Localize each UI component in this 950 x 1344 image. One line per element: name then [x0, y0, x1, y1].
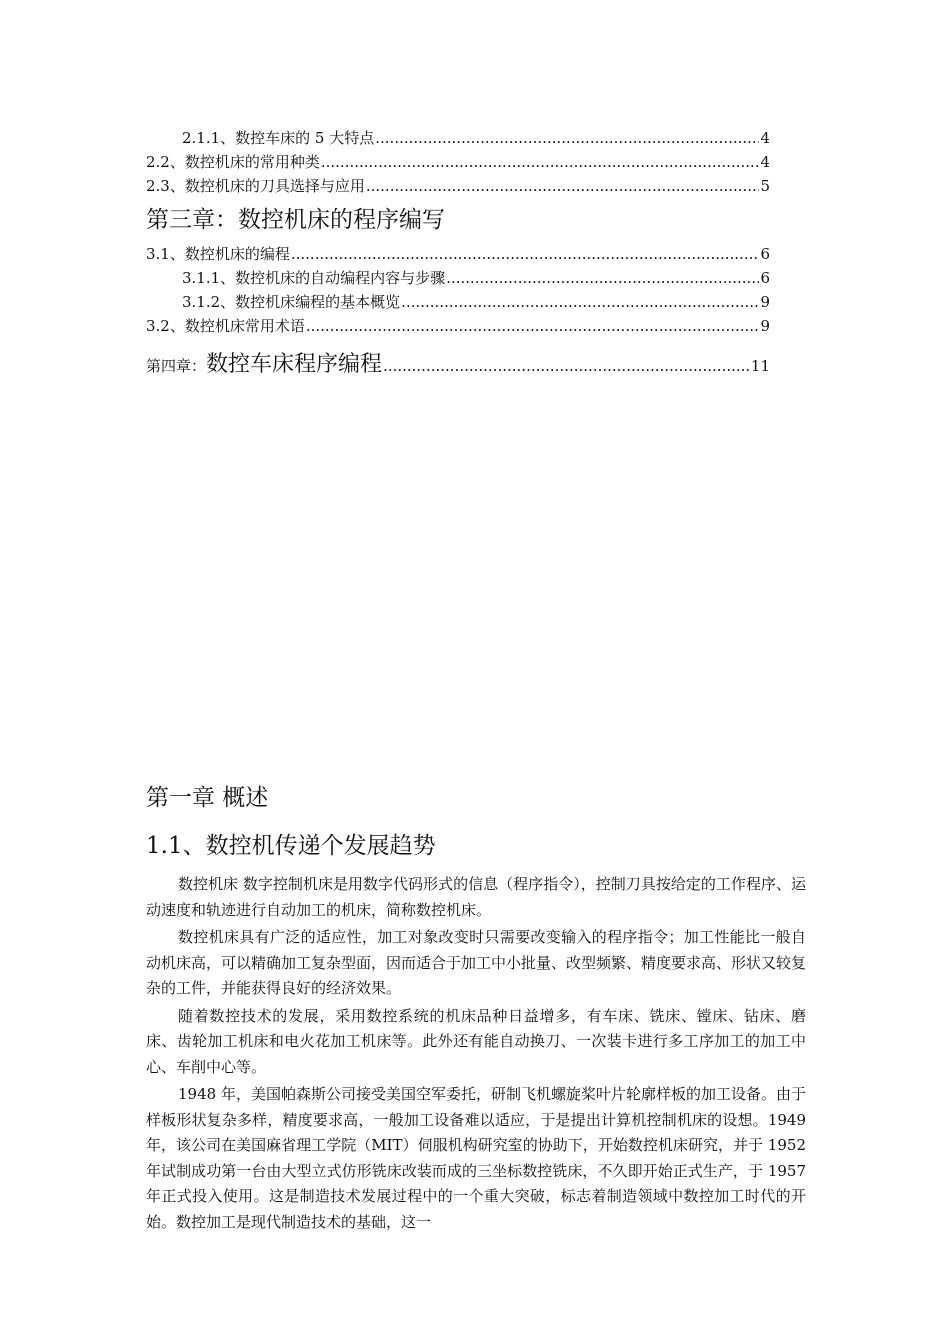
toc-entry-2-1-1[interactable] — [146, 126, 770, 150]
toc-entry-title: 数控车床程序编程 — [206, 352, 383, 377]
toc-entry-title: 2.2、数控机床的常用种类 — [146, 153, 320, 171]
table-of-contents — [146, 126, 770, 382]
toc-entry-title: 3.2、数控机床常用术语 — [146, 317, 305, 335]
toc-entry-page: 4 — [760, 153, 770, 171]
toc-entry-2-3[interactable] — [146, 174, 770, 198]
toc-entry-3-1-2[interactable] — [146, 290, 770, 314]
toc-dot-leader — [383, 349, 750, 383]
toc-entry-page: 6 — [760, 269, 770, 287]
toc-entry-page: 9 — [760, 293, 770, 311]
toc-entry-prefix: 第四章： — [146, 357, 207, 375]
toc-dot-leader — [306, 314, 760, 338]
toc-entry-2-2[interactable] — [146, 150, 770, 174]
toc-entry-title: 2.3、数控机床的刀具选择与应用 — [146, 177, 365, 195]
toc-entry-chapter-4[interactable] — [146, 348, 770, 382]
toc-dot-leader — [401, 290, 759, 314]
chapter-title: 第一章 概述 — [146, 785, 269, 811]
toc-entry-page: 4 — [760, 129, 770, 147]
toc-dot-leader — [375, 126, 759, 150]
toc-dot-leader — [366, 174, 760, 198]
toc-entry-title: 2.1.1、数控车床的 5 大特点 — [182, 129, 375, 147]
toc-entry-3-1-1[interactable] — [146, 266, 770, 290]
toc-dot-leader — [446, 266, 759, 290]
toc-entry-page: 11 — [750, 357, 770, 375]
toc-dot-leader — [321, 150, 760, 174]
paragraph: 1948 年，美国帕森斯公司接受美国空军委托，研制飞机螺旋桨叶片轮廓样板的加工设备。由于样板形状复杂多样，精度要求高，一般加工设备难以适应，于是提出计算机控制机床的设想。1949 年，该公司在美国麻省理工学院（MIT）伺服机构研究室的协助下，开始数控机床研究，并于 1952 年试制成功第一台由大型立式仿形铣床改装而成的三坐标数控铣床，不久即开始正式生产，于 1957 年正式投入使用。这是制造技术发展过程中的一个重大突破，标志着制造领域中数控加工时代的开始。数控加工是现代制造技术的基础，这一 — [146, 1085, 806, 1231]
toc-entry-page: 6 — [760, 245, 770, 263]
paragraph: 数控机床具有广泛的适应性，加工对象改变时只需要改变输入的程序指令；加工性能比一般自动机床高，可以精确加工复杂型面，因而适合于加工中小批量、改型频繁、精度要求高、形状又较复杂的工件，并能获得良好的经济效果。 — [146, 928, 807, 997]
toc-entry-page: 9 — [760, 317, 770, 335]
toc-entry-page: 5 — [760, 177, 770, 195]
section-title: 1.1、数控机传递个发展趋势 — [146, 833, 436, 859]
toc-entry-title: 3.1、数控机床的编程 — [146, 245, 290, 263]
toc-entry-title: 3.1.1、数控机床的自动编程内容与步骤 — [182, 269, 446, 287]
toc-dot-leader — [291, 242, 760, 266]
toc-entry-3-1[interactable] — [146, 242, 770, 266]
toc-entry-title: 3.1.2、数控机床编程的基本概览 — [182, 293, 401, 311]
toc-entry-3-2[interactable] — [146, 314, 770, 338]
paragraph: 随着数控技术的发展，采用数控系统的机床品种日益增多，有车床、铣床、镗床、钻床、磨床、齿轮加工机床和电火花加工机床等。此外还有能自动换刀、一次装卡进行多工序加工的加工中心、车削中心等。 — [146, 1006, 806, 1076]
body-text — [146, 872, 806, 1235]
paragraph: 数控机床 数字控制机床是用数字代码形式的信息（程序指令），控制刀具按给定的工作程序、运动速度和轨迹进行自动加工的机床，简称数控机床。 — [146, 875, 806, 919]
toc-chapter-3-heading[interactable]: 第三章：数控机床的程序编写 — [146, 207, 445, 233]
